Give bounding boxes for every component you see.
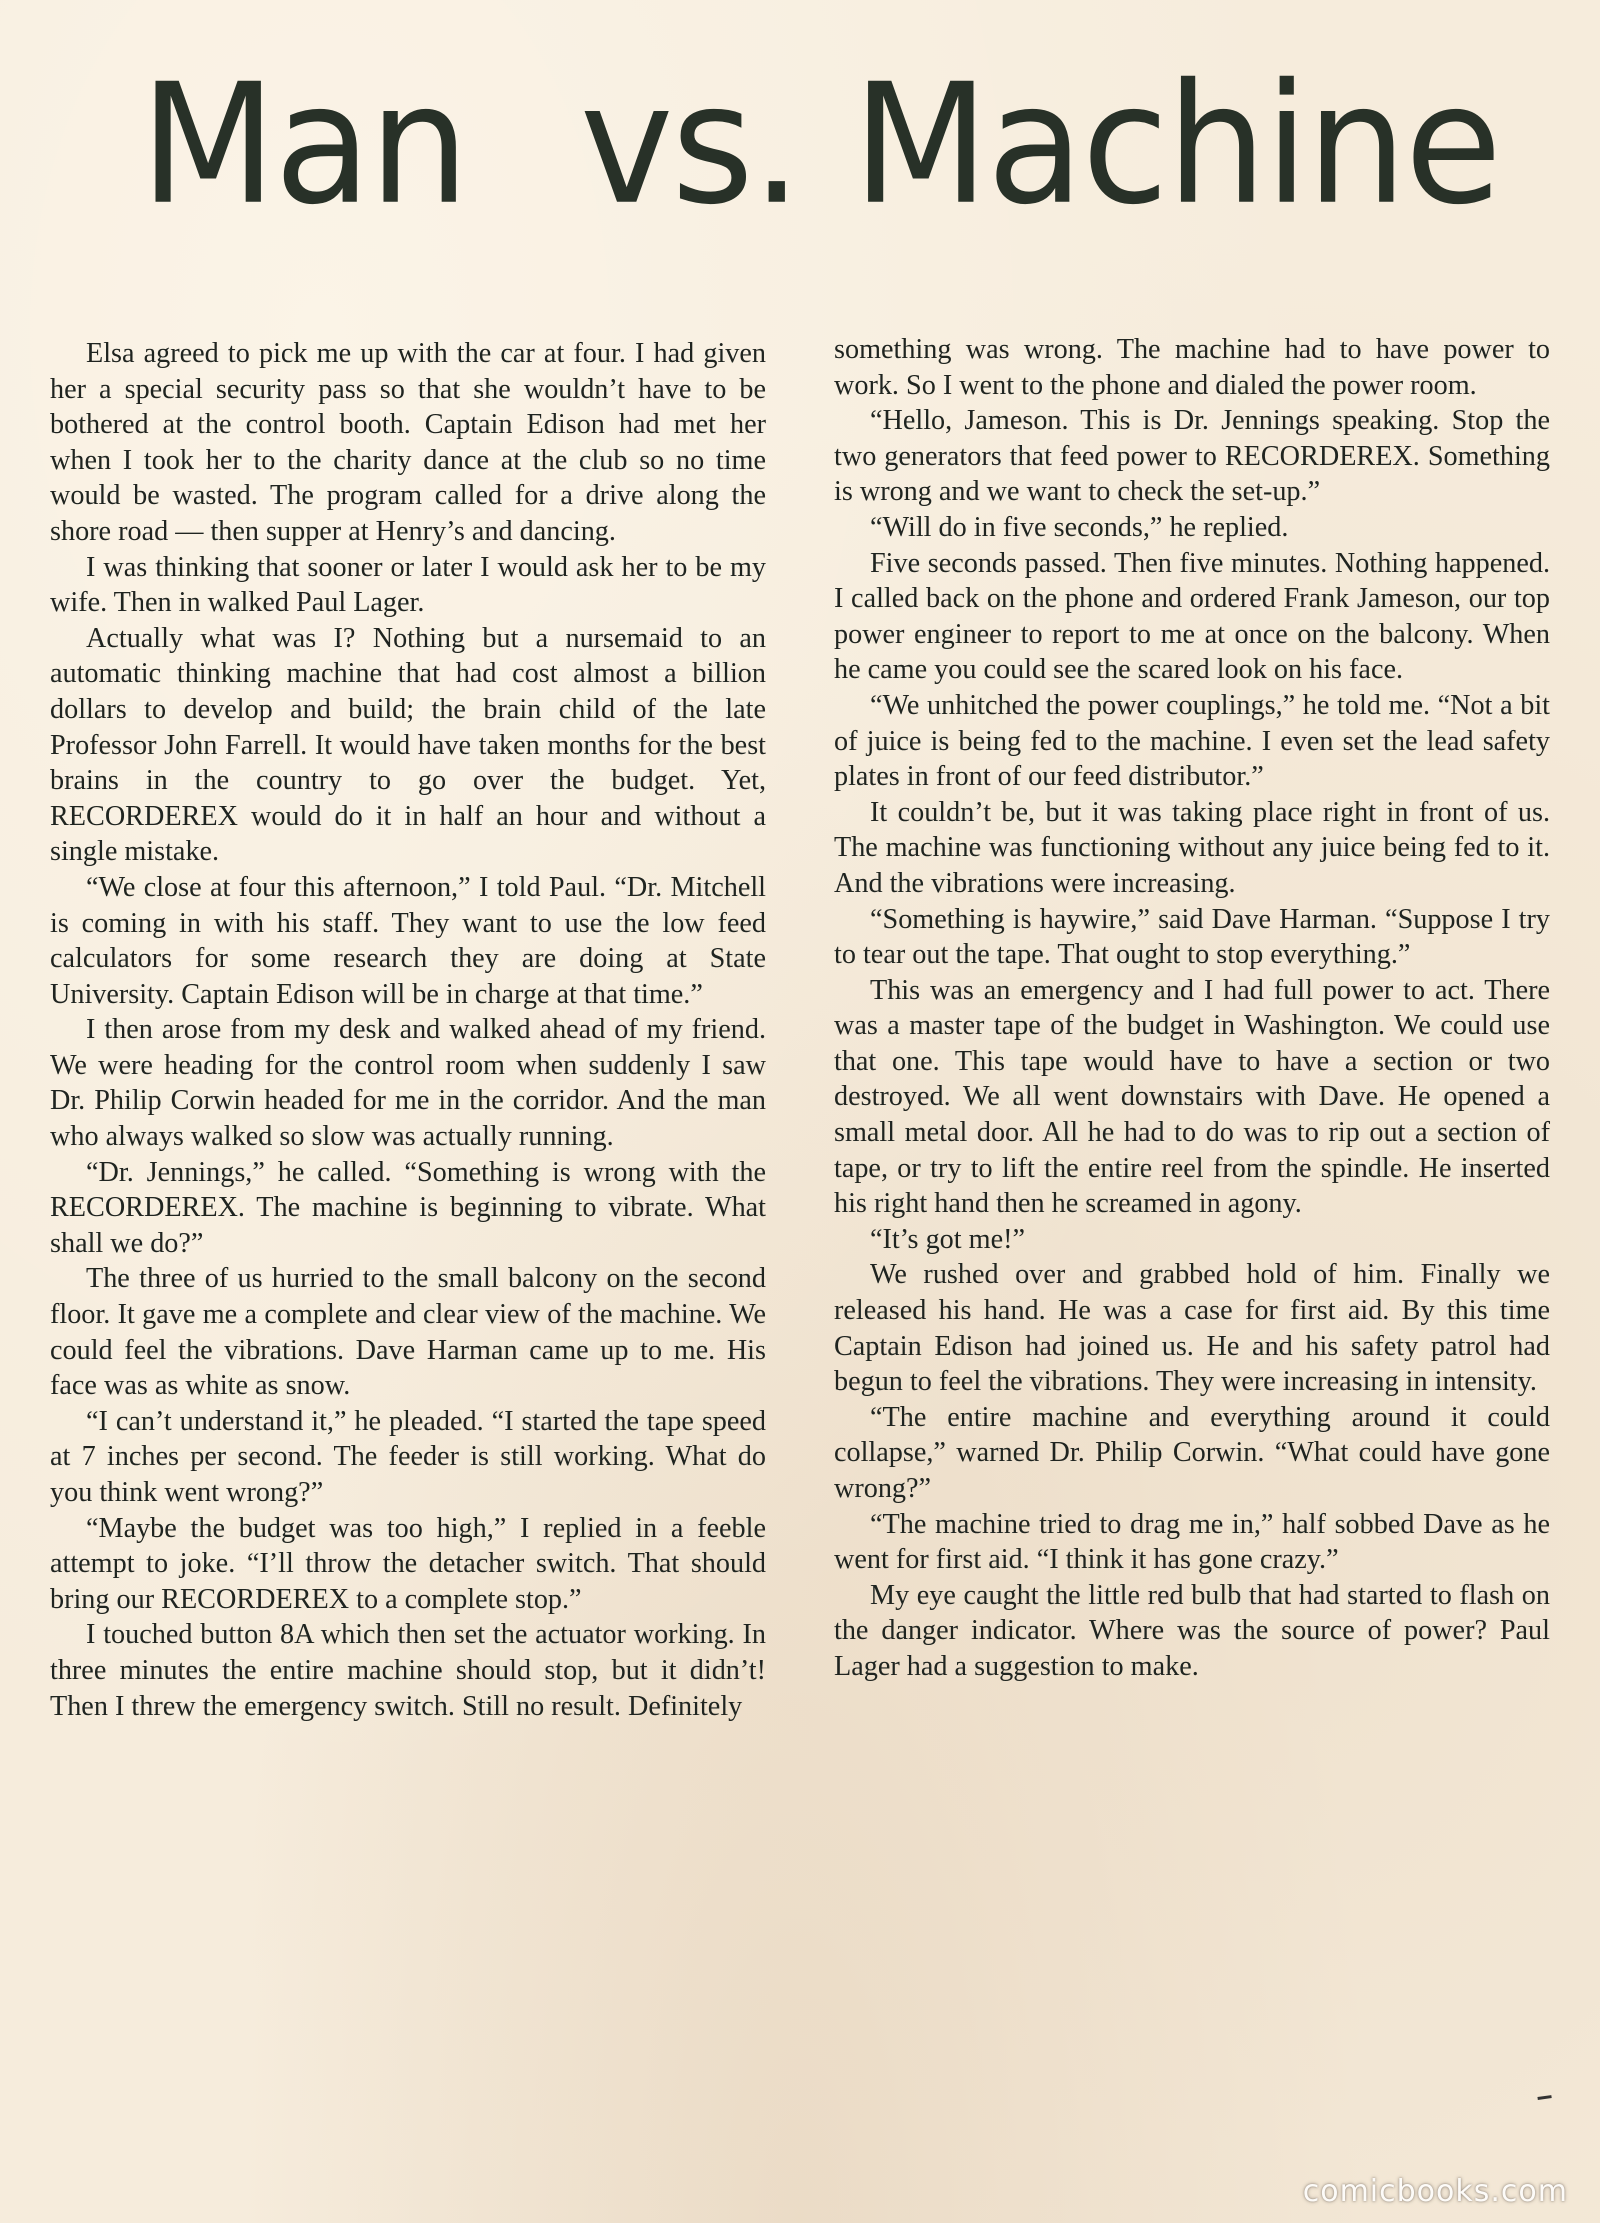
story-body [50,336,1550,1724]
watermark: comicbooks.com [1302,2174,1568,2209]
paragraph: I was thinking that sooner or later I would ask her to be my wife. Then in walked Paul Lager. [50,551,766,619]
paragraph: My eye caught the little red bulb that had started to flash on the danger indicator. Where was the source of power? Paul Lager had a suggestion to make. [834,1579,1550,1682]
paragraph: “It’s got me!” [870,1223,1025,1255]
paragraph: I then arose from my desk and walked ahead of my friend. We were heading for the control room when suddenly I saw Dr. Philip Corwin headed for me in the corridor. And the man who always walked so slow was actually running. [50,1014,766,1153]
right-column [834,332,1550,1724]
left-column [50,336,766,1724]
paragraph: Actually what was I? Nothing but a nursemaid to an automatic thinking machine that had cost almost a billion dollars to develop and build; the brain child of the late Professor John Farrell. It would have taken months for the best brains in the country to go over the budget. Yet, RECORDEREX would do it in half an hour and without a single mistake. [50,622,766,868]
title-word-vs: vs. [579,48,800,242]
paragraph: “I can’t understand it,” he pleaded. “I started the tape speed at 7 inches per second. The feeder is still working. What do you think went wrong?” [50,1405,766,1508]
paragraph: “We close at four this afternoon,” I told Paul. “Dr. Mitchell is coming in with his staff. They want to use the low feed calculators for some research they are doing at State University. Captain Edison will be in charge at that time.” [50,871,766,1010]
end-mark [1537,2095,1552,2106]
paragraph: Five seconds passed. Then five minutes. Nothing happened. I called back on the phone and ordered Frank Jameson, our top power engineer to report to me at once on the balcony. When he came you could see the scared look on his face. [834,547,1550,686]
paragraph: The three of us hurried to the small balcony on the second floor. It gave me a complete and clear view of the machine. We could feel the vibrations. Dave Harman came up to me. His face was as white as snow. [50,1263,766,1402]
paragraph: “Dr. Jennings,” he called. “Something is wrong with the RECORDEREX. The machine is beginning to vibrate. What shall we do?” [50,1156,766,1259]
paragraph-continuation: something was wrong. The machine had to have power to work. So I went to the phone and dialed the power room. [834,334,1550,401]
title-word-machine: Machine [852,48,1500,242]
paragraph: “We unhitched the power couplings,” he told me. “Not a bit of juice is being fed to the machine. I even set the lead safety plates in front of our feed distributor.” [834,689,1550,793]
title-word-man: Man [140,48,468,242]
paragraph: “Maybe the budget was too high,” I replied in a feeble attempt to joke. “I’ll throw the detacher switch. That should bring our RECORDEREX to a complete stop.” [50,1512,766,1615]
paragraph: I touched button 8A which then set the actuator working. In three minutes the entire machine should stop, but it didn’t! Then I threw the emergency switch. Still no result. Definitely [50,1619,766,1722]
paragraph: We rushed over and grabbed hold of him. Finally we released his hand. He was a case for first aid. By this time Captain Edison had joined us. He and his safety patrol had begun to feel the vibrations. They were increasing in intensity. [834,1259,1550,1398]
paragraph: “Hello, Jameson. This is Dr. Jennings speaking. Stop the two generators that feed power to RECORDEREX. Something is wrong and we want to check the set-up.” [834,405,1550,508]
paragraph: This was an emergency and I had full power to act. There was a master tape of the budget in Washington. We could use that one. This tape would have to have a section or two destroyed. We all went downstairs with Dave. He opened a small metal door. All he had to do was to rip out a section of tape, or try to lift the entire reel from the spindle. He inserted his right hand then he screamed in agony. [834,974,1550,1220]
paragraph: “Something is haywire,” said Dave Harman. “Suppose I try to tear out the tape. That ought to stop everything.” [834,903,1550,971]
paragraph: “The machine tried to drag me in,” half sobbed Dave as he went for first aid. “I think it has gone crazy.” [834,1508,1550,1576]
paragraph: Elsa agreed to pick me up with the car at four. I had given her a special security pass so that she wouldn’t have to be bothered at the control booth. Captain Edison had met her when I took her to the charity dance at the club so no time would be wasted. The program called for a drive along the shore road — then supper at Henry’s and dancing. [50,338,766,547]
paragraph: “Will do in five seconds,” he replied. [870,511,1289,543]
story-title [140,48,1500,242]
paragraph: “The entire machine and everything around it could collapse,” warned Dr. Philip Corwin. “What could have gone wrong?” [834,1401,1550,1504]
paragraph: It couldn’t be, but it was taking place right in front of us. The machine was functioning without any juice being fed to it. And the vibrations were increasing. [834,796,1550,899]
